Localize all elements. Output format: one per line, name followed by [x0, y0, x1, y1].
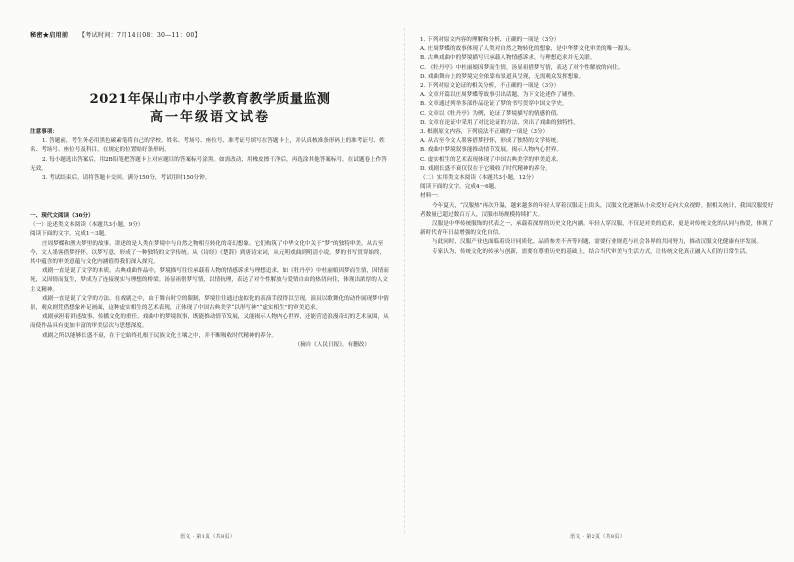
confidential-label: [30, 30, 201, 39]
note-item: 1. 答题前，考生务必用黑色碳素笔将自己的学校、姓名、考场号、座位号、准考证号填写在答题卡上，并认真核准条形码上的准考证号、姓名、考场号、座位号及科目，在规定的位置贴好条形码。: [30, 138, 385, 154]
material-label: 材料一：: [420, 193, 443, 200]
section-heading: 一、现代文阅读（36分）: [30, 213, 94, 219]
passage-paragraph: 戏剧承担着讲述故事、传播文化的重任。戏曲中的梦境叙事，既能推动情节发展，又能揭示人物内心世界，还能营造浪漫奇幻的艺术氛围，从而使作品具有更加丰富的审美层次与思想深度。: [30, 314, 389, 330]
question-option: D. 戏曲舞台上的梦境完全依靠布景道具呈现，无需观众发挥想象。: [420, 73, 585, 80]
material-paragraph: 与此同时，汉服产业也面临着设计同质化、品质参差不齐等问题，需要行业规范与社会各界的共同努力，推动汉服文化健康有序发展。: [432, 239, 763, 246]
question-option: B. 文章通过列举多部作品论证了梦的书写贯穿中国文学史。: [420, 101, 568, 108]
passage-paragraph: 戏剧之所以能够长盛不衰，在于它始终扎根于民族文化土壤之中，并不断吸收时代精神的养分。: [42, 332, 277, 339]
question-stem: 2. 下列对原文论证的相关分析，不正确的一项是（3分）: [420, 83, 560, 90]
page-divider: [404, 28, 405, 533]
material-paragraph: 今年夏天，“汉服热”再次升温，越来越多的年轻人穿着汉服走上街头，汉服文化逐渐从小众爱好走向大众视野。据相关统计，我国汉服爱好者数量已超过数百万人，汉服市场规模持续扩大。: [420, 202, 774, 218]
material-paragraph: 汉服是中华传统服饰的代表之一，承载着深厚的历史文化内涵。年轻人穿汉服，不仅是对美的追求，更是对传统文化的认同与热爱，体现了新时代青年日益增强的文化自信。: [420, 221, 774, 237]
question-option: D. 戏剧长盛不衰仅仅在于它吸收了时代精神的养分。: [420, 165, 551, 172]
question-option: B. 戏曲中梦境叙事能推动情节发展，揭示人物内心世界。: [420, 147, 562, 154]
question-option: C. 文章以《牡丹亭》为例，论证了梦境描写的情感价值。: [420, 110, 562, 117]
question-stem: 3. 根据原文内容，下列说法不正确的一项是（3分）: [420, 129, 549, 136]
subsection-heading: （二）实用类文本阅读（本题共3小题，12分）: [420, 175, 537, 182]
subsection-heading: （一）论述类文本阅读（本题共3小题，9分）: [30, 222, 144, 229]
passage-source: （摘自《人民日报》，有删改）: [294, 341, 370, 348]
questions-section: [420, 36, 775, 530]
question-option: D. 文章在论证中采用了对比论证的方法，突出了戏曲的独特性。: [420, 119, 579, 126]
question-option: C. 《牡丹亭》中杜丽娘因梦而生情，汤显祖借梦写情，表达了对个性解放的向往。: [420, 64, 624, 71]
reading-instruction: 阅读下面的文字，完成1～3题。: [30, 231, 110, 238]
passage-paragraph: 戏剧一直是说了文学的本质。古典戏曲作品中，梦境描写往往承载着人物的情感诉求与理想追求，如《牡丹亭》中杜丽娘因梦而生情，因情而死，又因情而复生，梦成为了连接现实与理想的桥梁。汤显祖借梦写情，以情抗理，表达了对个性解放与爱情自由的热切向往，体现出浓厚的人文主义精神。: [30, 268, 389, 293]
notes-heading: 注意事项：: [30, 129, 58, 135]
reading-section: [30, 212, 390, 530]
question-option: A. 庄周梦蝶的故事体现了人类对自然之物转化的想象，是中华梦文化审美的唯一源头。: [420, 46, 635, 53]
question-stem: 1. 下列对原文内容的理解和分析，正确的一项是（3分）: [420, 37, 560, 43]
passage-paragraph: 庄周梦蝶和渔夫梦里的故事，讲述的是人类在梦境中与自然之物相互转化的奇幻想象。它们构筑了中华文化中关于“梦”的独特审美。从古至今，文人墨客借梦抒怀，以梦写意，形成了一种独特的文学传统。从《诗经》《楚辞》到唐诗宋词，从元明戏曲到明清小说，梦的书写贯穿始终，其中蕴含的审美意蕴与文化内涵值得我们深入探究。: [30, 240, 386, 266]
question-option: C. 虚实相生的艺术表现体现了中国古典美学的审美追求。: [420, 156, 562, 163]
confidential-mark: 秘密★启用前: [30, 32, 69, 39]
notes-block: [30, 128, 390, 183]
exam-subtitle: 高一年级语文试卷: [149, 110, 270, 125]
exam-time: 【考试时间：7月14日08：30—11：00】: [78, 32, 201, 39]
question-option: A. 从古至今文人墨客借梦抒怀，形成了独特的文学传统。: [420, 138, 562, 145]
question-option: B. 古典戏曲中的梦境描写只承载人物情感诉求，与理想追求并无关联。: [420, 55, 596, 62]
page-footer-right: 语文 · 第2页（共8页）: [570, 534, 626, 540]
reading-instruction: 阅读下面的文字，完成4～6题。: [420, 184, 500, 191]
page-footer-left: 语文 · 第1页（共8页）: [180, 534, 236, 540]
note-item: 2. 每小题选出答案后，用2B铅笔把答题卡上对应题目的答案标号涂黑。如需改动，用橡皮擦干净后，再选涂其他答案标号。在试题卷上作答无效。: [30, 156, 387, 172]
question-option: A. 文章开篇以庄周梦蝶等故事引出话题，为下文论述作了铺垫。: [420, 92, 579, 99]
passage-paragraph: 戏剧一直是说了文学的方法。在戏剧之中，由于舞台时空的限制，梦境往往通过虚拟化的表演手段得以呈现，演员以歌舞化的动作展现梦中情景，观众则凭借想象补足画面，这种虚实相生的艺术表现，正体现了中国古典美学“以形写神”“虚实相生”的审美追求。: [30, 295, 389, 312]
exam-title: 2021年保山市中小学教育教学质量监测: [89, 92, 331, 107]
note-item: 3. 考试结束后，请将答题卡交回。满分150分，考试用时150分钟。: [42, 175, 211, 182]
material-paragraph: 专家认为，传统文化的传承与创新，需要在尊重历史的基础上，结合当代审美与生活方式，让传统文化真正融入人们的日常生活。: [432, 248, 751, 255]
